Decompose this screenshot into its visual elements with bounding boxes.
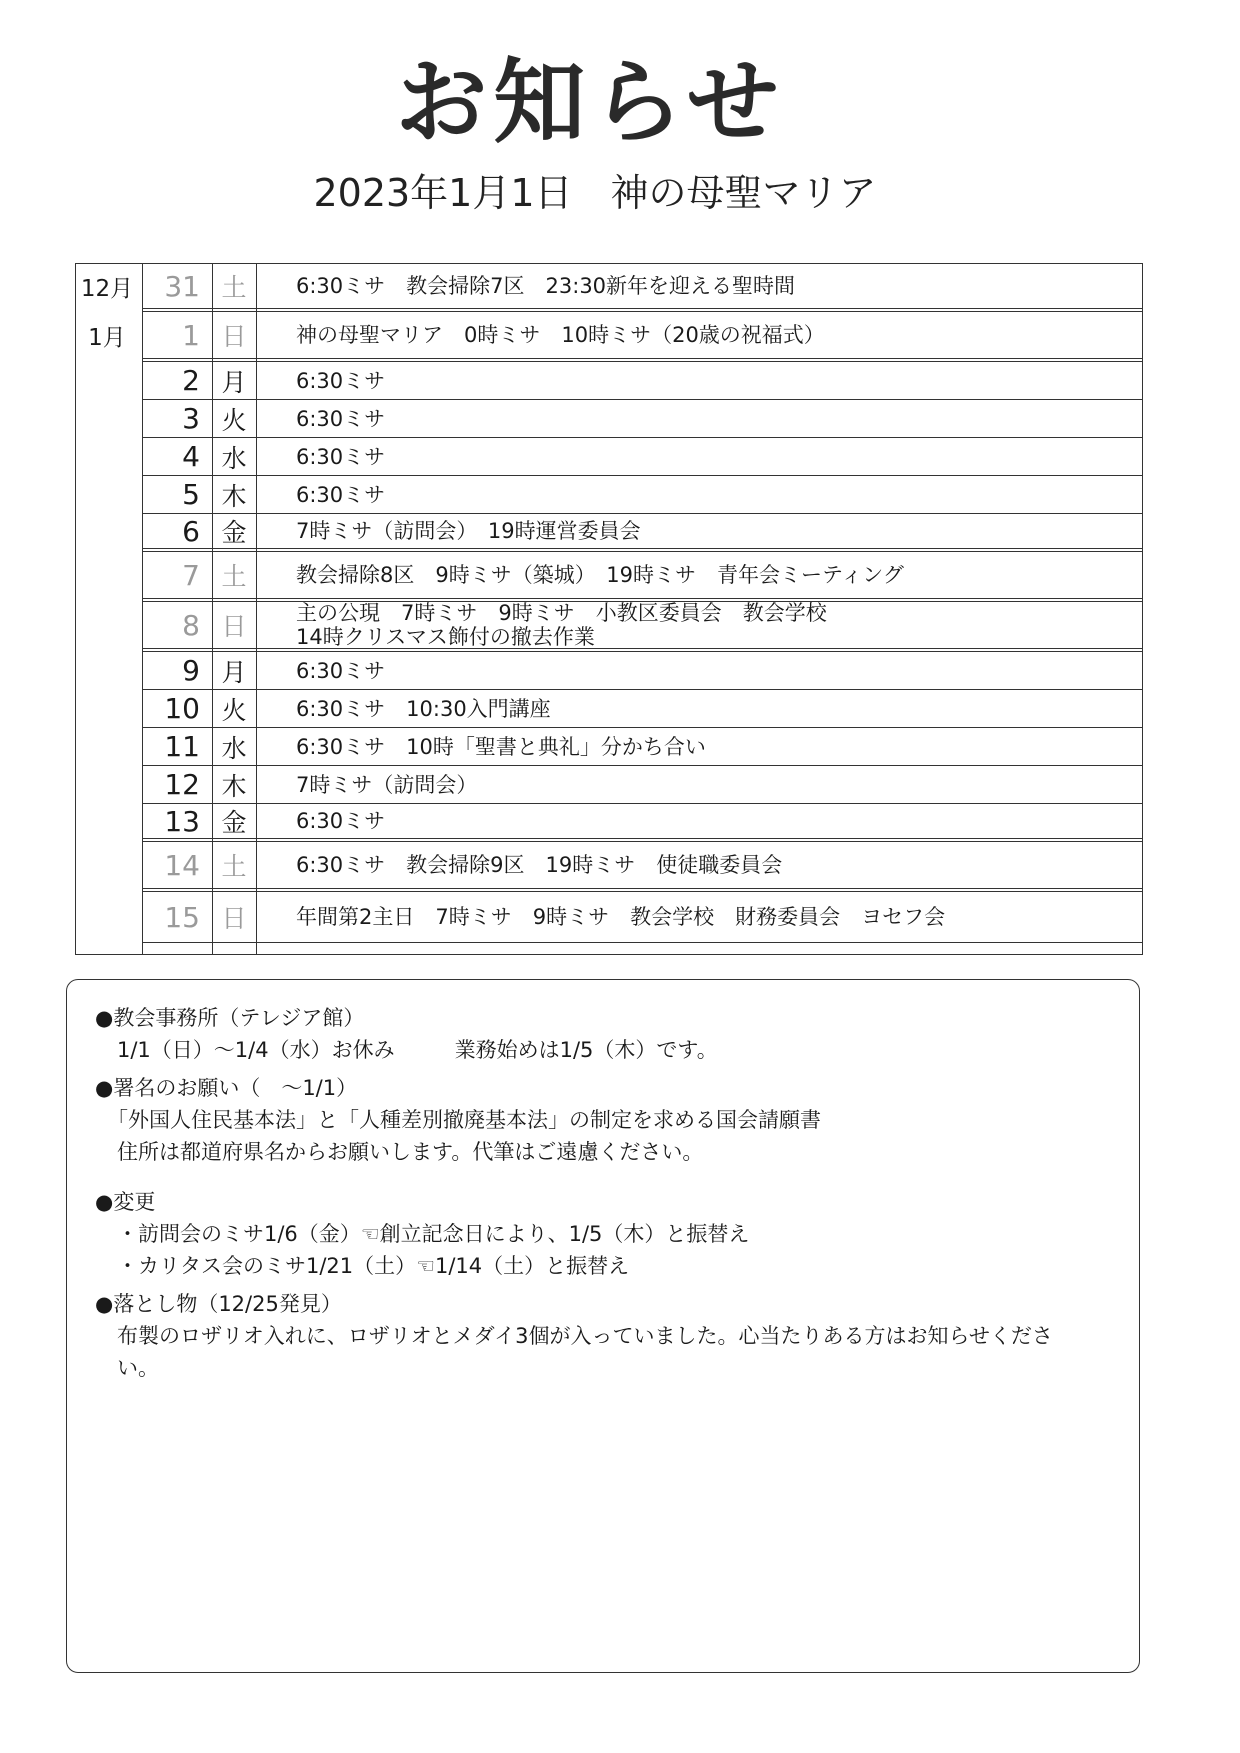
schedule-month <box>76 438 138 475</box>
schedule-row <box>142 552 1142 602</box>
schedule-row <box>142 690 1142 728</box>
schedule-events <box>296 728 1132 765</box>
schedule-day: 8 <box>182 608 200 642</box>
notice-lost-text: 布製のロザリオ入れに、ロザリオとメダイ3個が入っていました。心当たりある方はお知らせください。 <box>117 1324 1053 1380</box>
schedule-event-line: 6:30ミサ <box>296 406 386 431</box>
schedule-weekday: 土 <box>221 852 247 881</box>
schedule-weekday: 土 <box>221 562 247 591</box>
schedule-row <box>142 766 1142 804</box>
schedule-month <box>76 842 138 888</box>
schedule-row <box>142 400 1142 438</box>
schedule-row <box>142 892 1142 943</box>
schedule-weekday: 日 <box>221 612 247 641</box>
schedule-event-line: 6:30ミサ 教会掃除7区 23:30新年を迎える聖時間 <box>296 274 796 298</box>
schedule-events <box>296 892 1132 942</box>
page-title: お知らせ <box>395 49 785 156</box>
schedule-weekday: 木 <box>221 771 247 801</box>
schedule-month <box>76 602 138 648</box>
schedule-day: 3 <box>182 402 200 435</box>
schedule-events <box>296 766 1132 803</box>
schedule-row <box>142 476 1142 514</box>
schedule-day: 1 <box>182 318 200 352</box>
schedule-month <box>76 362 138 399</box>
schedule-month <box>76 804 138 838</box>
schedule-event-line: 神の母聖マリア 0時ミサ 10時ミサ（20歳の祝福式） <box>296 323 825 347</box>
schedule-month <box>76 400 138 437</box>
schedule-day: 14 <box>164 848 200 882</box>
schedule-event-line: 14時クリスマス飾付の撤去作業 <box>296 625 595 649</box>
schedule-event-line: 6:30ミサ <box>296 444 386 469</box>
notice-office-heading: ●教会事務所（テレジア館） <box>95 1006 365 1030</box>
schedule-month <box>76 766 138 803</box>
schedule-row <box>142 652 1142 690</box>
schedule-month <box>76 514 138 548</box>
schedule-month <box>76 690 138 727</box>
schedule-row <box>142 362 1142 400</box>
schedule-weekday: 土 <box>221 273 247 302</box>
schedule-event-line: 教会掃除8区 9時ミサ（築城） 19時ミサ 青年会ミーティング <box>296 563 904 587</box>
schedule-events <box>296 804 1132 838</box>
schedule-day: 4 <box>182 440 200 473</box>
schedule-event-line: 7時ミサ（訪問会） <box>296 772 478 797</box>
schedule-event-line: 6:30ミサ <box>296 368 386 393</box>
schedule-weekday: 日 <box>221 904 247 933</box>
schedule-event-line: 主の公現 7時ミサ 9時ミサ 小教区委員会 教会学校 <box>296 601 827 625</box>
schedule-weekday: 金 <box>221 518 247 547</box>
schedule-month <box>76 552 138 598</box>
schedule-day: 13 <box>164 804 200 838</box>
notice-change-item: ・カリタス会のミサ1/21（土）☜1/14（土）と振替え <box>117 1254 630 1278</box>
schedule-day: 15 <box>164 900 200 934</box>
schedule-row <box>88 312 1142 362</box>
schedule-row <box>142 438 1142 476</box>
schedule-weekday: 金 <box>221 808 247 837</box>
schedule-weekday: 月 <box>221 367 247 397</box>
schedule-event-line: 6:30ミサ 教会掃除9区 19時ミサ 使徒職委員会 <box>296 853 783 877</box>
schedule-row <box>142 804 1142 842</box>
schedule-events <box>296 264 1132 308</box>
schedule-row <box>142 842 1142 892</box>
schedule-events <box>296 400 1132 437</box>
schedule-weekday: 木 <box>221 481 247 511</box>
schedule-row <box>142 728 1142 766</box>
schedule-weekday: 火 <box>221 405 247 435</box>
schedule-event-line: 6:30ミサ <box>296 658 386 683</box>
schedule-month: 12月 <box>80 275 134 302</box>
schedule-events <box>296 312 1132 358</box>
schedule-event-line: 6:30ミサ 10時「聖書と典礼」分かち合い <box>296 734 706 759</box>
notice-lost-heading: ●落とし物（12/25発見） <box>95 1292 342 1316</box>
schedule-month <box>76 476 138 513</box>
schedule-weekday: 水 <box>221 733 247 763</box>
notice-change-item: ・訪問会のミサ1/6（金）☜創立記念日により、1/5（木）と振替え <box>117 1222 750 1246</box>
schedule-row <box>142 602 1142 652</box>
schedule-events <box>296 690 1132 727</box>
schedule-day: 7 <box>182 558 200 592</box>
notice-petition-line2: 住所は都道府県名からお願いします。代筆はご遠慮ください。 <box>117 1140 704 1164</box>
schedule-table <box>75 263 1143 955</box>
schedule-weekday: 水 <box>221 443 247 473</box>
schedule-day: 9 <box>182 654 200 687</box>
schedule-event-line: 7時ミサ（訪問会） 19時運営委員会 <box>296 519 641 543</box>
schedule-day: 10 <box>164 692 200 725</box>
schedule-day: 5 <box>182 478 200 511</box>
schedule-weekday: 日 <box>221 322 247 351</box>
schedule-events <box>296 438 1132 475</box>
schedule-day: 11 <box>164 730 200 763</box>
schedule-month <box>76 728 138 765</box>
schedule-row <box>142 514 1142 552</box>
notice-box <box>66 979 1140 1673</box>
schedule-event-line: 6:30ミサ <box>296 809 386 833</box>
schedule-events <box>296 552 1132 598</box>
schedule-month <box>76 892 138 942</box>
page-subtitle: 2023年1月1日 神の母聖マリア <box>313 171 877 215</box>
schedule-events <box>296 842 1132 888</box>
schedule-event-line: 6:30ミサ 10:30入門講座 <box>296 696 551 721</box>
schedule-row <box>80 264 1142 312</box>
schedule-events <box>296 514 1132 548</box>
schedule-events <box>296 362 1132 399</box>
notice-changes-heading: ●変更 <box>95 1190 156 1214</box>
schedule-day: 12 <box>164 768 200 801</box>
notice-office-text <box>95 1034 1111 1066</box>
notice-office-closure: 1/1（日）～1/4（水）お休み <box>117 1038 395 1062</box>
notice-petition-line1: 「外国人住民基本法」と「人種差別撤廃基本法」の制定を求める国会請願書 <box>107 1108 821 1132</box>
notice-petition-heading: ●署名のお願い（ ～1/1） <box>95 1076 358 1100</box>
schedule-day: 2 <box>182 364 200 397</box>
schedule-day: 6 <box>182 514 200 548</box>
schedule-events <box>296 602 1132 648</box>
schedule-event-line: 年間第2主日 7時ミサ 9時ミサ 教会学校 財務委員会 ヨセフ会 <box>296 905 946 929</box>
schedule-weekday: 火 <box>221 695 247 725</box>
schedule-events <box>296 652 1132 689</box>
schedule-event-line: 6:30ミサ <box>296 482 386 507</box>
notice-office-reopen: 業務始めは1/5（木）です。 <box>454 1038 718 1062</box>
schedule-weekday: 月 <box>221 657 247 687</box>
schedule-day: 31 <box>164 269 200 303</box>
schedule-month: 1月 <box>88 324 126 351</box>
schedule-month <box>76 652 138 689</box>
schedule-events <box>296 476 1132 513</box>
